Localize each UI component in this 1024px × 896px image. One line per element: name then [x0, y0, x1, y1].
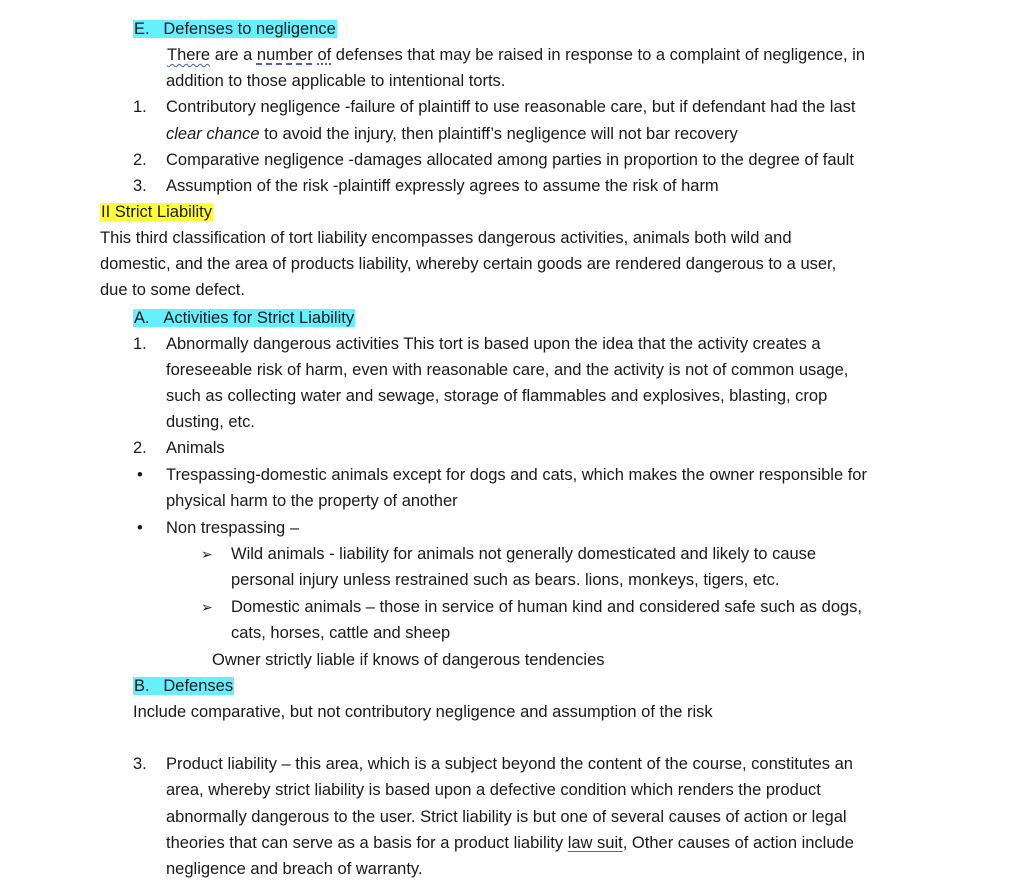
sub-item-wild-line1: Wild animals - liability for animals not generally domesticated and likely to cause [231, 545, 817, 563]
proofing-phrase-law-suit[interactable]: law suit [567, 834, 623, 852]
list-item-abnormal-line3: such as collecting water and sewage, storage of flammables and explosives, blasting, crop [166, 387, 828, 405]
section-ii-para-line2: domestic, and the area of products liability, whereby certain goods are rendered dangerous to a user, [100, 255, 837, 273]
list-item-abnormal-line2: foreseeable risk of harm, even with reasonable care, and the activity is not of common usage, [166, 361, 849, 379]
section-a-title: Activities for Strict Liability [163, 309, 355, 327]
list-number: 1. [133, 98, 147, 116]
list-number: 2. [133, 439, 147, 457]
list-item-contributory: Contributory negligence -failure of plaintiff to use reasonable care, but if defendant had the last [166, 98, 856, 116]
owner-note: Owner strictly liable if knows of dangerous tendencies [212, 651, 605, 669]
section-ii-title: II Strict Liability [101, 203, 212, 221]
proofing-word-there[interactable]: There [167, 46, 211, 64]
bullet-icon: • [137, 519, 143, 537]
section-ii-para-line1: This third classification of tort liability encompasses dangerous activities, animals both wild and [100, 229, 792, 247]
list-item-assumption: Assumption of the risk -plaintiff expressly agrees to assume the risk of harm [166, 177, 719, 195]
bullet-non-trespassing: Non trespassing – [166, 519, 299, 537]
list-item-contributory-cont: clear chance to avoid the injury, then plaintiff’s negligence will not bar recovery [166, 125, 738, 143]
product-liability-line1: Product liability – this area, which is a subject beyond the content of the course, constitutes an [166, 755, 853, 773]
section-b-label: B. [134, 677, 150, 695]
section-e-intro-line1: There are a number of defenses that may be raised in response to a complaint of negligence, in [167, 46, 866, 64]
section-ii-para-line3: due to some defect. [100, 281, 245, 299]
sub-item-wild-line2: personal injury unless restrained such as bears. lions, monkeys, tigers, etc. [231, 571, 780, 589]
section-e-title: Defenses to negligence [163, 20, 336, 38]
product-liability-line3: abnormally dangerous to the user. Strict liability is but one of several causes of action or legal [166, 808, 847, 826]
section-a-label: A. [134, 309, 150, 327]
proofing-word-of[interactable]: of [317, 46, 332, 64]
list-item-abnormal-line4: dusting, etc. [166, 413, 255, 431]
arrow-bullet-icon: ➢ [201, 546, 213, 562]
bullet-icon: • [137, 466, 143, 484]
sub-item-domestic-line1: Domestic animals – those in service of human kind and considered safe such as dogs, [231, 598, 863, 616]
product-liability-line4: theories that can serve as a basis for a product liability law suit, Other causes of action include [166, 834, 854, 852]
list-number: 1. [133, 335, 147, 353]
section-b-heading [133, 675, 234, 697]
section-e-intro-line2: addition to those applicable to intentional torts. [166, 72, 506, 90]
arrow-bullet-icon: ➢ [201, 599, 213, 615]
section-b-text: Include comparative, but not contributory negligence and assumption of the risk [133, 703, 713, 721]
list-number: 3. [133, 177, 147, 195]
section-ii-heading [100, 201, 213, 223]
section-e-label: E. [134, 20, 150, 38]
sub-item-domestic-line2: cats, horses, cattle and sheep [231, 624, 451, 642]
product-liability-line2: area, whereby strict liability is based upon a defective condition which renders the product [166, 781, 821, 799]
product-liability-line5: negligence and breach of warranty. [166, 860, 423, 878]
list-number: 3. [133, 755, 147, 773]
list-item-animals: Animals [166, 439, 225, 457]
section-e-heading [133, 18, 337, 40]
bullet-trespassing-line1: Trespassing-domestic animals except for dogs and cats, which makes the owner responsible for [166, 466, 867, 484]
bullet-trespassing-line2: physical harm to the property of another [166, 492, 458, 510]
proofing-word-number[interactable]: number [256, 46, 313, 64]
list-item-abnormal-line1: Abnormally dangerous activities This tort is based upon the idea that the activity creates a [166, 335, 821, 353]
list-number: 2. [133, 151, 147, 169]
list-item-comparative: Comparative negligence -damages allocated among parties in proportion to the degree of fault [166, 151, 854, 169]
italic-clear-chance: clear chance [166, 125, 260, 143]
section-a-heading [133, 307, 355, 329]
section-b-title: Defenses [163, 677, 234, 695]
